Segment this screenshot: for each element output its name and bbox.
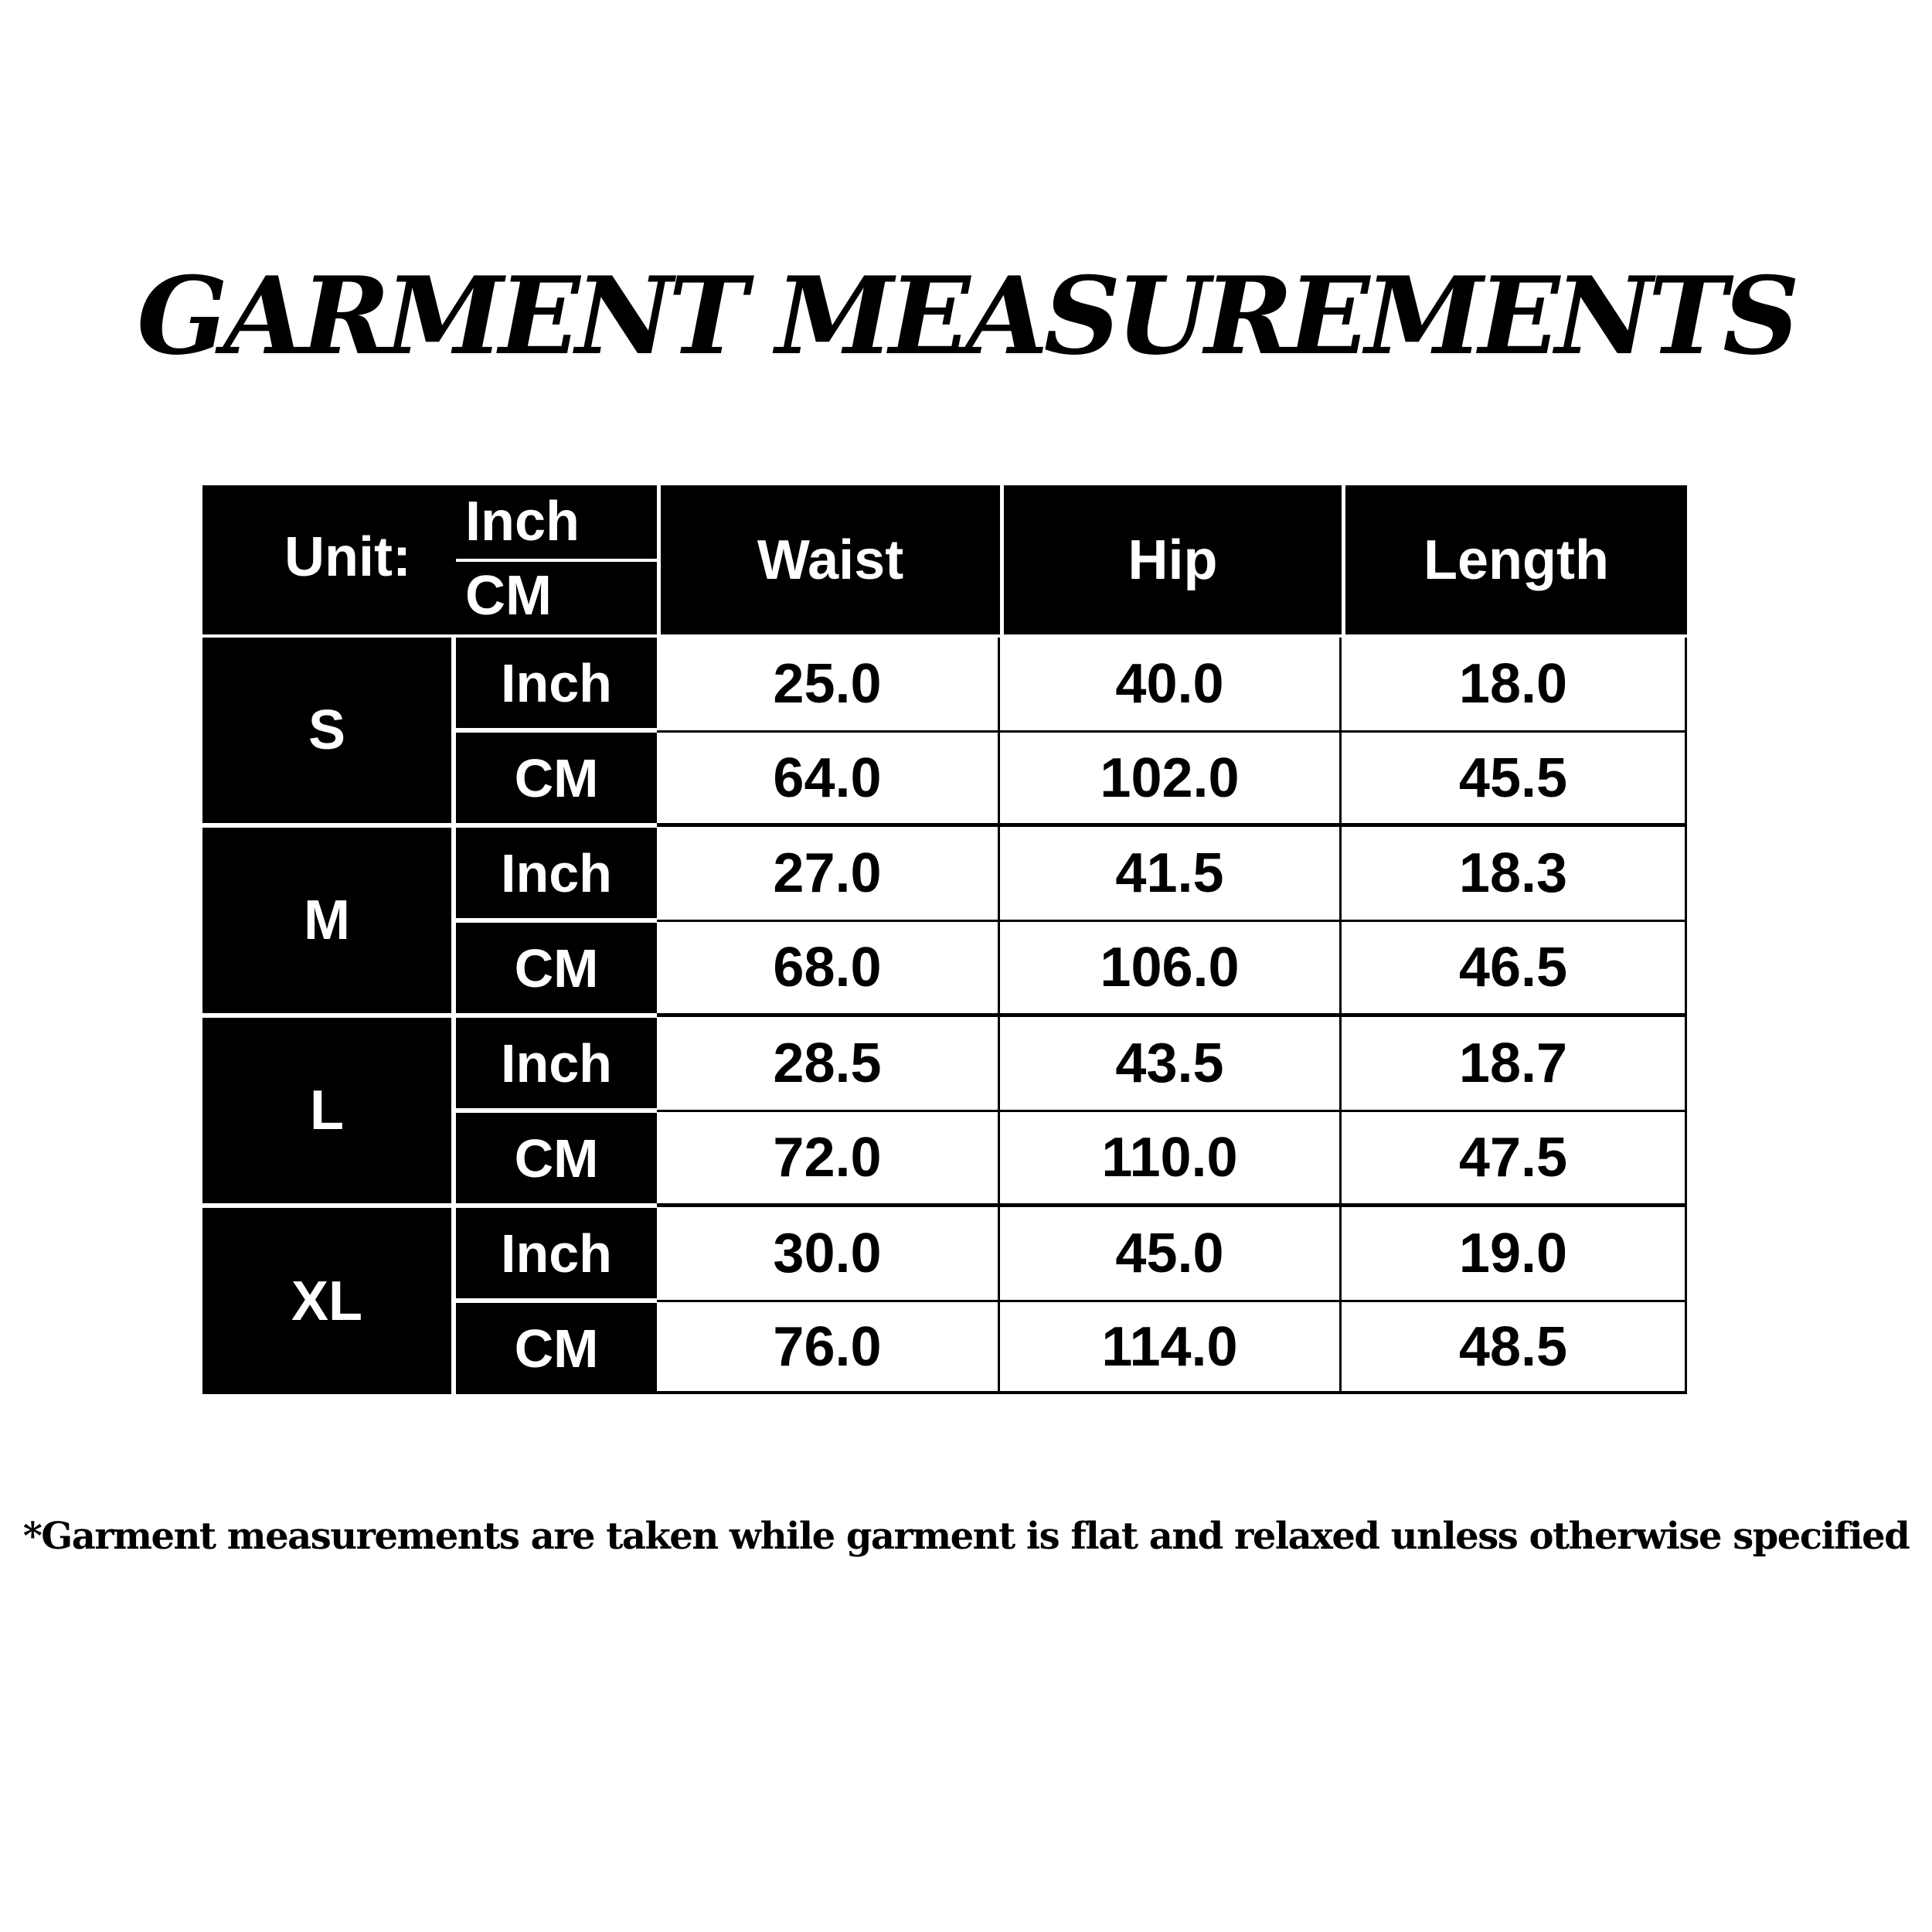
- size-label: L: [202, 1018, 451, 1203]
- table-cell: 47.5: [1342, 1112, 1687, 1207]
- size-label: S: [202, 638, 451, 823]
- unit-bottom-label: CM: [465, 565, 552, 627]
- table-cell: 45.5: [1342, 733, 1687, 827]
- unit-row-label: CM: [456, 1303, 657, 1394]
- table-cell: 45.0: [1000, 1207, 1342, 1302]
- table-cell: 76.0: [657, 1302, 1000, 1394]
- unit-row-label: Inch: [456, 638, 657, 728]
- column-header-length: Length: [1345, 485, 1687, 634]
- table-cell: 25.0: [657, 638, 1000, 733]
- table-cell: 27.0: [657, 827, 1000, 922]
- unit-top-label: Inch: [465, 491, 580, 553]
- unit-label: Unit:: [284, 526, 411, 588]
- unit-row-label: Inch: [456, 1208, 657, 1298]
- unit-header-cell: [202, 485, 657, 634]
- table-cell: 19.0: [1342, 1207, 1687, 1302]
- unit-row-label: Inch: [456, 828, 657, 918]
- table-cell: 18.3: [1342, 827, 1687, 922]
- table-cell: 41.5: [1000, 827, 1342, 922]
- table-cell: 64.0: [657, 733, 1000, 827]
- table-cell: 18.7: [1342, 1017, 1687, 1112]
- table-cell: 110.0: [1000, 1112, 1342, 1207]
- table-cell: 18.0: [1342, 638, 1687, 733]
- unit-divider: [456, 559, 657, 562]
- table-cell: 68.0: [657, 922, 1000, 1017]
- table-cell: 40.0: [1000, 638, 1342, 733]
- table-cell: 28.5: [657, 1017, 1000, 1112]
- table-cell: 30.0: [657, 1207, 1000, 1302]
- unit-row-label: CM: [456, 733, 657, 823]
- footnote: *Garment measurements are taken while garment is flat and relaxed unless otherwise specified: [22, 1515, 1910, 1558]
- table-cell: 114.0: [1000, 1302, 1342, 1394]
- column-header-hip: Hip: [1004, 485, 1342, 634]
- size-chart-table: [202, 485, 1687, 1394]
- table-cell: 102.0: [1000, 733, 1342, 827]
- table-cell: 48.5: [1342, 1302, 1687, 1394]
- unit-row-label: CM: [456, 923, 657, 1013]
- page-title: GARMENT MEASUREMENTS: [137, 253, 1795, 379]
- table-cell: 106.0: [1000, 922, 1342, 1017]
- unit-row-label: CM: [456, 1113, 657, 1203]
- table-cell: 43.5: [1000, 1017, 1342, 1112]
- table-cell: 72.0: [657, 1112, 1000, 1207]
- column-header-waist: Waist: [661, 485, 1000, 634]
- size-label: XL: [202, 1208, 451, 1394]
- size-label: M: [202, 828, 451, 1013]
- unit-row-label: Inch: [456, 1018, 657, 1108]
- table-cell: 46.5: [1342, 922, 1687, 1017]
